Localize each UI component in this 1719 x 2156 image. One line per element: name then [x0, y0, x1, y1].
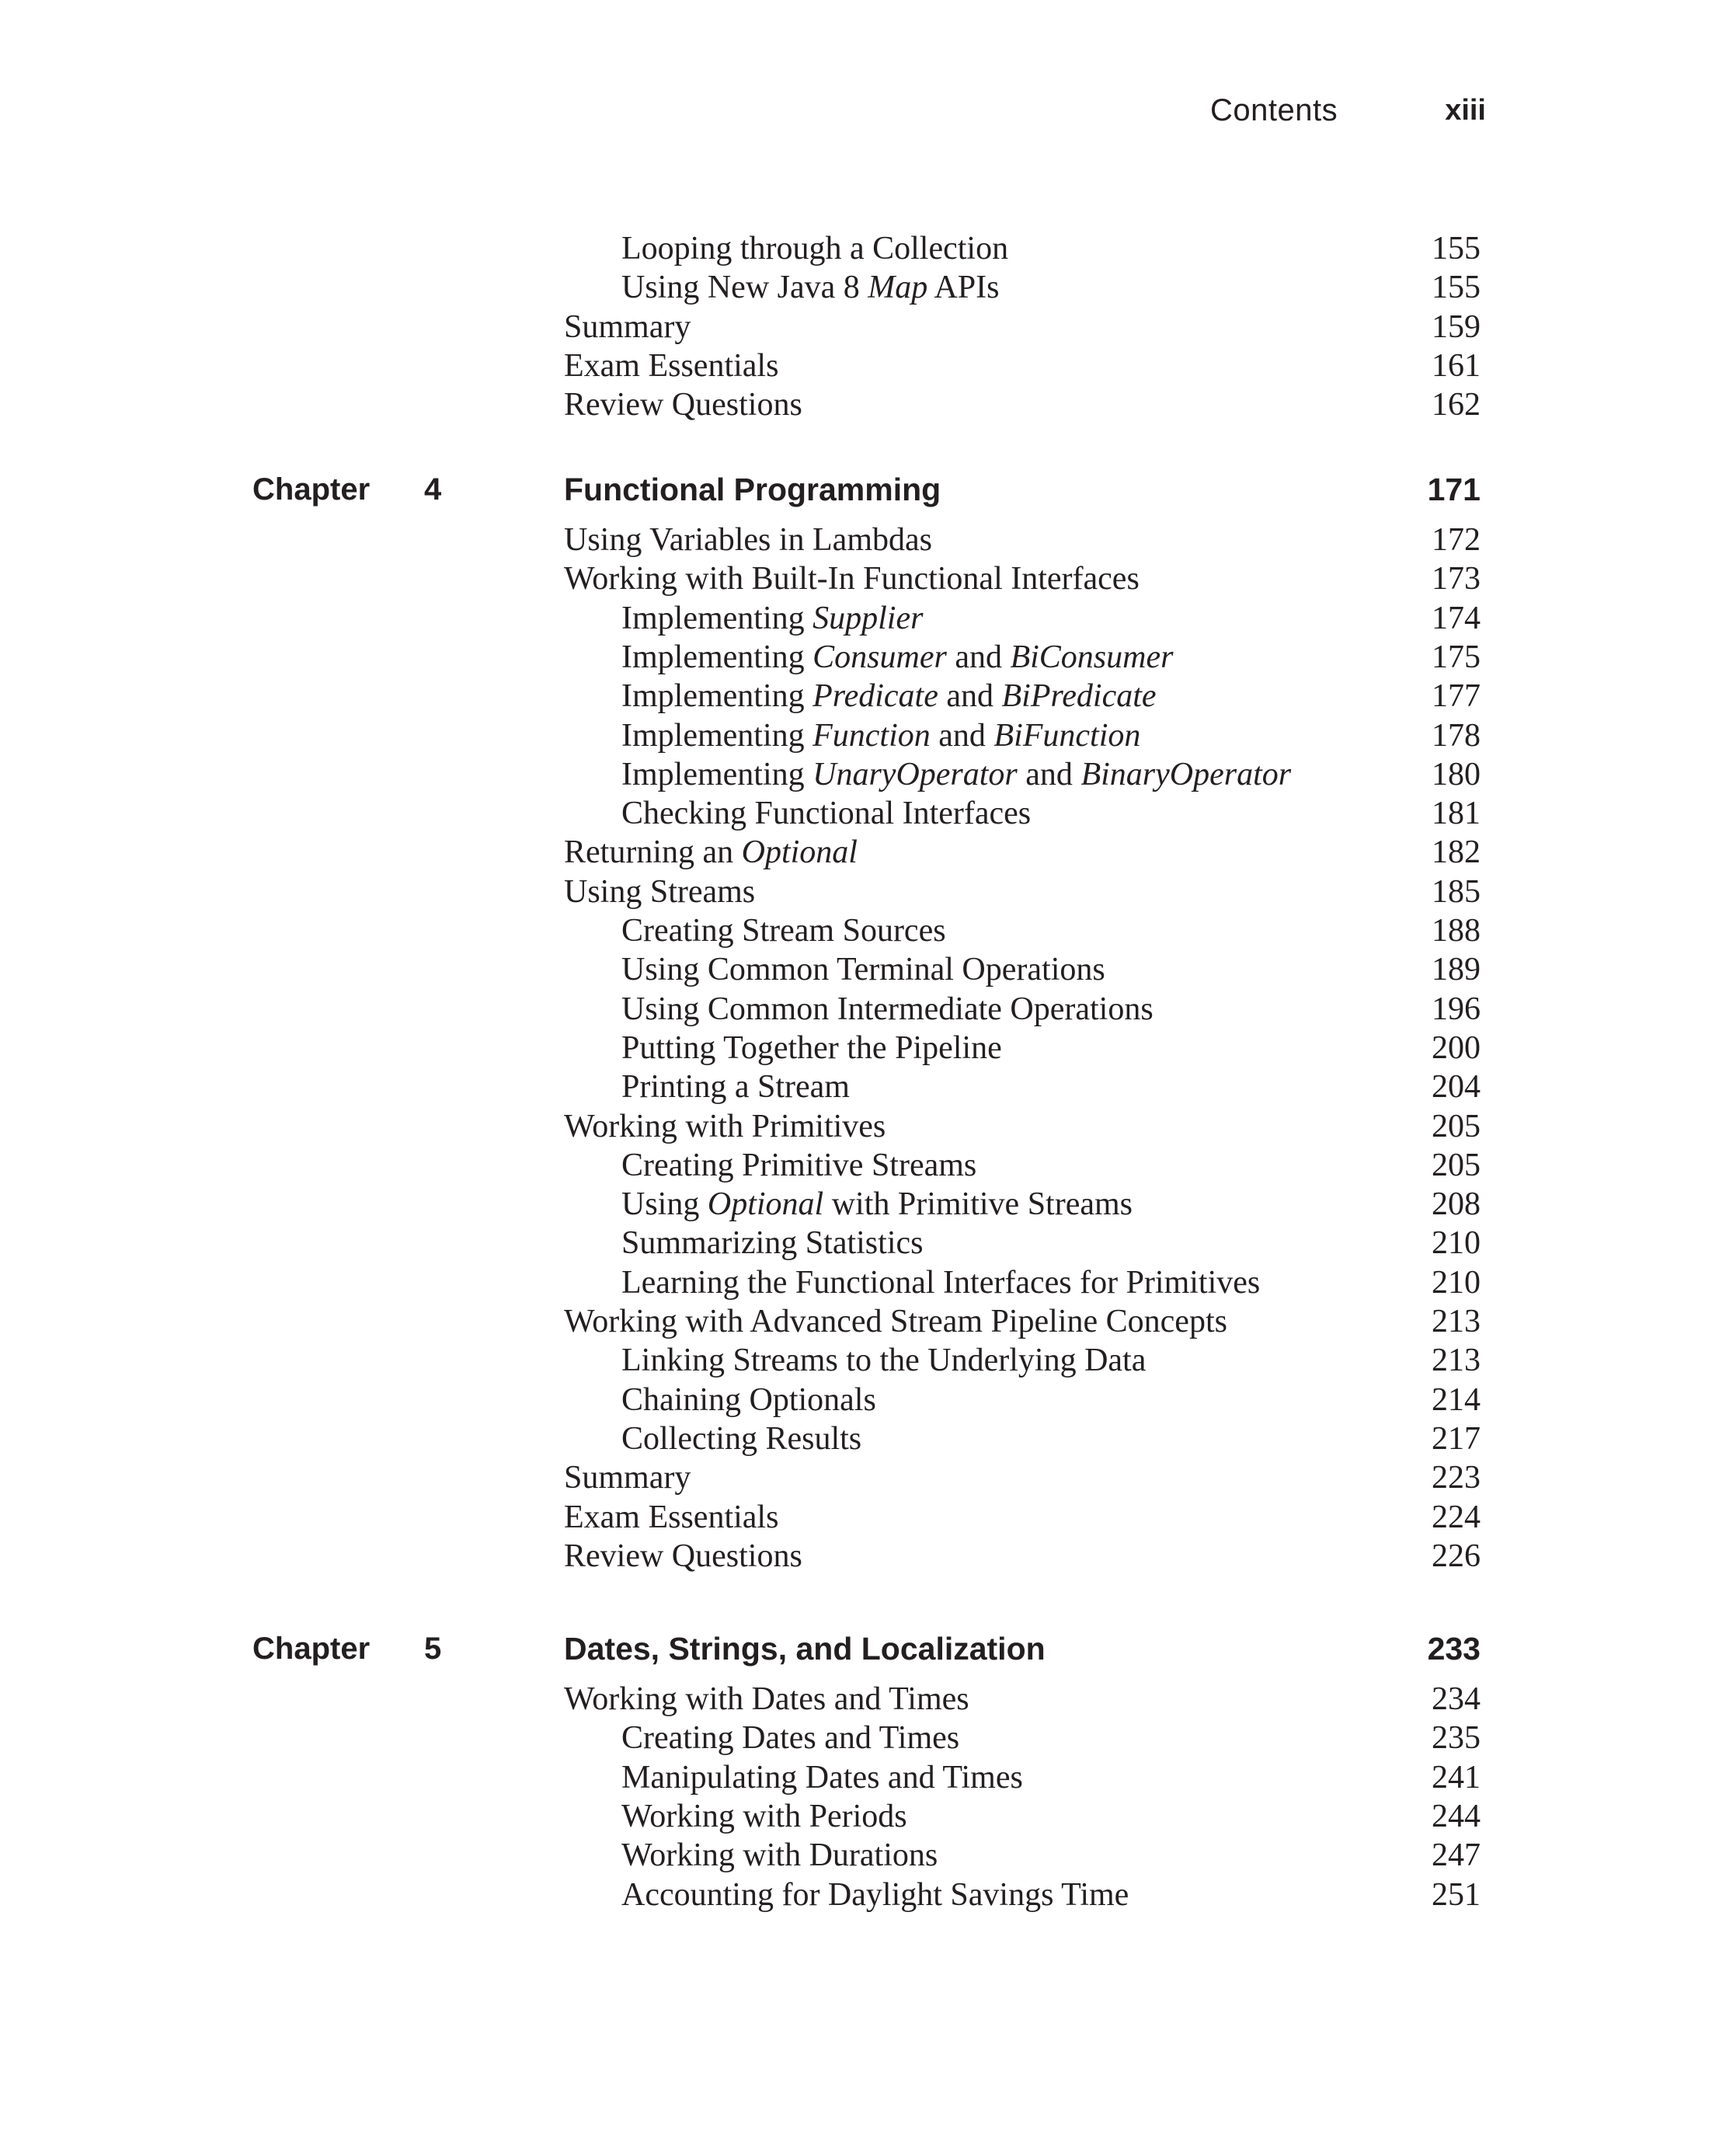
toc-entry-page-number: 217	[1432, 1420, 1481, 1457]
toc-entry-title	[564, 385, 802, 424]
toc-entry[interactable]	[621, 911, 1481, 950]
toc-entry-title	[564, 521, 932, 559]
toc-entry-title	[621, 1419, 861, 1458]
toc-entry[interactable]	[621, 1876, 1481, 1914]
toc-entry-italic-term: Map	[868, 270, 928, 306]
toc-entry-title	[564, 833, 858, 872]
toc-entry[interactable]	[621, 755, 1481, 794]
toc-entry-page-number: 223	[1432, 1460, 1481, 1496]
toc-entry-title	[621, 1341, 1146, 1380]
toc-entry-title	[621, 990, 1154, 1029]
toc-entry[interactable]	[621, 677, 1481, 716]
toc-entry-text: Linking Streams to the Underlying Data	[621, 1343, 1147, 1379]
toc-entry[interactable]	[564, 521, 1481, 559]
toc-entry-text: Checking Functional Interfaces	[621, 796, 1032, 832]
toc-entry-title	[564, 1302, 1227, 1341]
toc-entry-title	[564, 347, 778, 385]
toc-entry-title	[621, 755, 1291, 794]
toc-entry-page-number: 155	[1432, 270, 1481, 306]
toc-entry-text: Using Variables in Lambdas	[564, 522, 932, 558]
toc-entry[interactable]	[621, 1381, 1481, 1419]
toc-entry-text: Implementing	[621, 639, 813, 675]
toc-entry-title	[621, 1185, 1133, 1224]
toc-entry-page-number: 174	[1432, 600, 1481, 636]
toc-entry-page-number: 155	[1432, 231, 1481, 266]
toc-entry-page-number: 162	[1432, 387, 1481, 423]
toc-entry-text: APIs	[927, 270, 1000, 306]
toc-entry[interactable]	[621, 1146, 1481, 1185]
toc-entry-page-number: 177	[1432, 678, 1481, 715]
toc-entry-text: Working with Periods	[621, 1798, 907, 1834]
toc-entry-page-number: 178	[1432, 717, 1481, 754]
toc-entry-text: Exam Essentials	[564, 1499, 779, 1535]
toc-entry[interactable]	[564, 308, 1481, 347]
toc-entry-title	[621, 1146, 976, 1185]
toc-entry-text: Review Questions	[564, 387, 802, 423]
toc-entry[interactable]	[564, 559, 1481, 598]
chapter-page-number: 171	[1427, 472, 1481, 507]
chapter-number: 4	[424, 472, 442, 507]
toc-entry[interactable]	[564, 833, 1481, 872]
toc-entry[interactable]	[621, 1419, 1481, 1458]
toc-entry-page-number: 180	[1432, 756, 1481, 792]
toc-entry-italic-term: BiConsumer	[1010, 639, 1174, 675]
toc-entry-text: Exam Essentials	[564, 347, 779, 384]
toc-entry-italic-term: BinaryOperator	[1080, 756, 1292, 792]
toc-entry-text: Working with Primitives	[564, 1108, 886, 1144]
toc-entry[interactable]	[621, 1224, 1481, 1263]
toc-entry[interactable]	[621, 950, 1481, 989]
toc-entry-page-number: 244	[1432, 1798, 1481, 1834]
toc-entry-page-number: 235	[1432, 1720, 1481, 1757]
toc-entry-text: Working with Built-In Functional Interfaces	[564, 561, 1140, 597]
toc-entry-text: Creating Dates and Times	[621, 1720, 960, 1757]
toc-entry-text: and	[938, 678, 1002, 715]
toc-entry[interactable]	[621, 1029, 1481, 1068]
toc-entry-page-number: 205	[1432, 1147, 1481, 1183]
chapter-label: Chapter	[252, 472, 371, 507]
toc-entry-italic-term: Supplier	[813, 600, 924, 636]
toc-entry-text: Working with Dates and Times	[564, 1681, 969, 1717]
toc-entry-page-number: 204	[1432, 1069, 1481, 1106]
toc-entry-title	[621, 638, 1173, 677]
toc-entry[interactable]	[621, 794, 1481, 833]
toc-entry-page-number: 213	[1432, 1304, 1481, 1339]
toc-entry-text: Using Common Terminal Operations	[621, 952, 1105, 988]
toc-entry-italic-term: Optional	[741, 834, 858, 871]
toc-entry[interactable]	[621, 1836, 1481, 1875]
toc-entry-text: Manipulating Dates and Times	[621, 1759, 1023, 1796]
toc-entry-text: Implementing	[621, 600, 813, 636]
toc-entry-italic-term: Consumer	[813, 639, 947, 675]
toc-entry-italic-term: Predicate	[813, 678, 938, 715]
toc-entry-page-number: 196	[1432, 991, 1481, 1027]
toc-entry-page-number: 172	[1432, 522, 1481, 558]
toc-entry-text: Summarizing Statistics	[621, 1225, 924, 1262]
toc-entry-text: Creating Stream Sources	[621, 913, 946, 949]
toc-entry-page-number: 173	[1432, 561, 1481, 597]
toc-entry-title	[621, 950, 1105, 989]
toc-entry[interactable]	[621, 638, 1481, 677]
toc-entry-text: Putting Together the Pipeline	[621, 1029, 1002, 1066]
toc-entry-title	[621, 1758, 1023, 1797]
toc-entry-italic-term: Function	[813, 717, 931, 754]
toc-entry[interactable]	[621, 268, 1481, 307]
toc-entry-title	[564, 308, 691, 347]
toc-entry-text: Using New Java 8	[621, 270, 868, 306]
toc-entry-title	[621, 1029, 1002, 1068]
toc-entry[interactable]	[621, 599, 1481, 638]
toc-entry-page-number: 185	[1432, 873, 1481, 910]
toc-entry-text: and	[946, 639, 1011, 675]
toc-entry-text: with Primitive Streams	[823, 1186, 1133, 1223]
toc-entry-title	[621, 1876, 1129, 1914]
toc-entry[interactable]	[621, 1068, 1481, 1106]
toc-entry-title	[564, 873, 755, 911]
toc-entry[interactable]	[564, 1107, 1481, 1146]
toc-entry-italic-term: BiFunction	[993, 717, 1141, 754]
toc-entry[interactable]	[621, 1758, 1481, 1797]
running-head-page-number: xiii	[1445, 94, 1486, 127]
toc-entry-page-number: 251	[1432, 1876, 1481, 1913]
chapter-label: Chapter	[252, 1632, 371, 1666]
toc-entry-page-number: 208	[1432, 1186, 1481, 1223]
toc-entry[interactable]	[621, 1719, 1481, 1757]
toc-entry[interactable]	[564, 385, 1481, 424]
toc-entry-page-number: 205	[1432, 1108, 1481, 1144]
toc-entry-title	[621, 1719, 959, 1757]
toc-entry-text: Using Common Intermediate Operations	[621, 991, 1154, 1027]
toc-entry-title	[621, 677, 1157, 716]
toc-entry-page-number: 241	[1432, 1759, 1481, 1796]
toc-entry-text: Learning the Functional Interfaces for Primitives	[621, 1264, 1261, 1301]
toc-entry-page-number: 213	[1432, 1343, 1481, 1379]
toc-entry-page-number: 224	[1432, 1499, 1481, 1535]
running-head-title: Contents	[1210, 93, 1338, 127]
toc-entry-text: Summary	[564, 308, 691, 345]
toc-entry-title	[564, 1107, 886, 1146]
toc-entry-title	[564, 1680, 969, 1719]
toc-entry-title	[621, 911, 946, 950]
toc-entry-title	[621, 599, 923, 638]
toc-entry[interactable]	[564, 1680, 1481, 1719]
toc-entry-text: Using Streams	[564, 873, 756, 910]
toc-entry-text: Using	[621, 1186, 708, 1223]
chapter-title: Dates, Strings, and Localization	[564, 1631, 1046, 1667]
toc-entry-text: Implementing	[621, 756, 813, 792]
toc-entry[interactable]	[564, 1537, 1481, 1576]
toc-entry-page-number: 210	[1432, 1264, 1481, 1301]
toc-entry-text: Creating Primitive Streams	[621, 1147, 977, 1183]
toc-entry-text: and	[930, 717, 994, 754]
toc-entry-page-number: 247	[1432, 1837, 1481, 1874]
toc-entry[interactable]	[621, 1185, 1481, 1224]
toc-entry-page-number: 226	[1432, 1538, 1481, 1574]
toc-entry-page-number: 234	[1432, 1681, 1481, 1717]
toc-entry-title	[621, 794, 1031, 833]
toc-entry-page-number: 200	[1432, 1029, 1481, 1066]
toc-entry-page-number: 182	[1432, 834, 1481, 871]
toc-entry-text: Looping through a Collection	[621, 231, 1009, 266]
toc-entry-italic-term: BiPredicate	[1001, 678, 1157, 715]
toc-entry-title	[621, 1797, 907, 1836]
toc-entry-title	[564, 1537, 802, 1576]
toc-entry-title	[621, 1224, 923, 1263]
toc-entry-title	[621, 1263, 1260, 1302]
toc-entry[interactable]	[564, 873, 1481, 911]
toc-entry-page-number: 210	[1432, 1225, 1481, 1262]
toc-entry-text: Printing a Stream	[621, 1069, 850, 1106]
toc-entry-title	[564, 1458, 691, 1497]
toc-entry-title	[621, 1836, 938, 1875]
toc-entry-title	[621, 229, 1008, 268]
toc-entry[interactable]	[564, 1498, 1481, 1537]
toc-entry-title	[621, 268, 999, 307]
toc-entry-page-number: 161	[1432, 347, 1481, 384]
toc-entry[interactable]	[621, 1263, 1481, 1302]
toc-entry-text: Summary	[564, 1460, 691, 1496]
toc-entry[interactable]	[621, 1797, 1481, 1836]
toc-entry-italic-term: Optional	[707, 1186, 824, 1223]
toc-entry-page-number: 159	[1432, 308, 1481, 345]
toc-entry-text: Collecting Results	[621, 1420, 862, 1457]
chapter-number: 5	[424, 1632, 442, 1666]
toc-entry-page-number: 189	[1432, 952, 1481, 988]
toc-entry-title	[564, 559, 1140, 598]
toc-entry-title	[621, 1068, 850, 1106]
toc-entry-page-number: 214	[1432, 1381, 1481, 1418]
toc-entry-text: Accounting for Daylight Savings Time	[621, 1876, 1129, 1913]
toc-entry-text: Returning an	[564, 834, 742, 871]
toc-entry[interactable]	[564, 1302, 1481, 1341]
toc-entry[interactable]	[621, 990, 1481, 1029]
toc-entry[interactable]	[621, 716, 1481, 755]
chapter-title: Functional Programming	[564, 472, 941, 507]
toc-entry[interactable]	[564, 347, 1481, 385]
toc-entry-title	[564, 1498, 778, 1537]
toc-entry-text: Chaining Optionals	[621, 1381, 876, 1418]
toc-entry-text: Implementing	[621, 678, 813, 715]
toc-entry-page-number: 175	[1432, 639, 1481, 675]
toc-entry-title	[621, 1381, 876, 1419]
toc-entry-text: Working with Durations	[621, 1837, 938, 1874]
toc-entry-text: Implementing	[621, 717, 813, 754]
toc-entry-text: and	[1017, 756, 1081, 792]
toc-entry[interactable]	[621, 1341, 1481, 1380]
toc-entry-text: Working with Advanced Stream Pipeline Concepts	[564, 1304, 1227, 1339]
toc-entry-page-number: 188	[1432, 913, 1481, 949]
chapter-heading[interactable]	[0, 466, 1719, 513]
toc-entry-italic-term: UnaryOperator	[813, 756, 1018, 792]
running-head	[0, 87, 1719, 134]
chapter-heading[interactable]	[0, 1625, 1719, 1672]
chapter-page-number: 233	[1427, 1631, 1481, 1667]
toc-entry-title	[621, 716, 1140, 755]
toc-entry-page-number: 181	[1432, 796, 1481, 832]
toc-entry[interactable]	[621, 229, 1481, 268]
toc-entry-text: Review Questions	[564, 1538, 802, 1574]
toc-entry[interactable]	[564, 1458, 1481, 1497]
